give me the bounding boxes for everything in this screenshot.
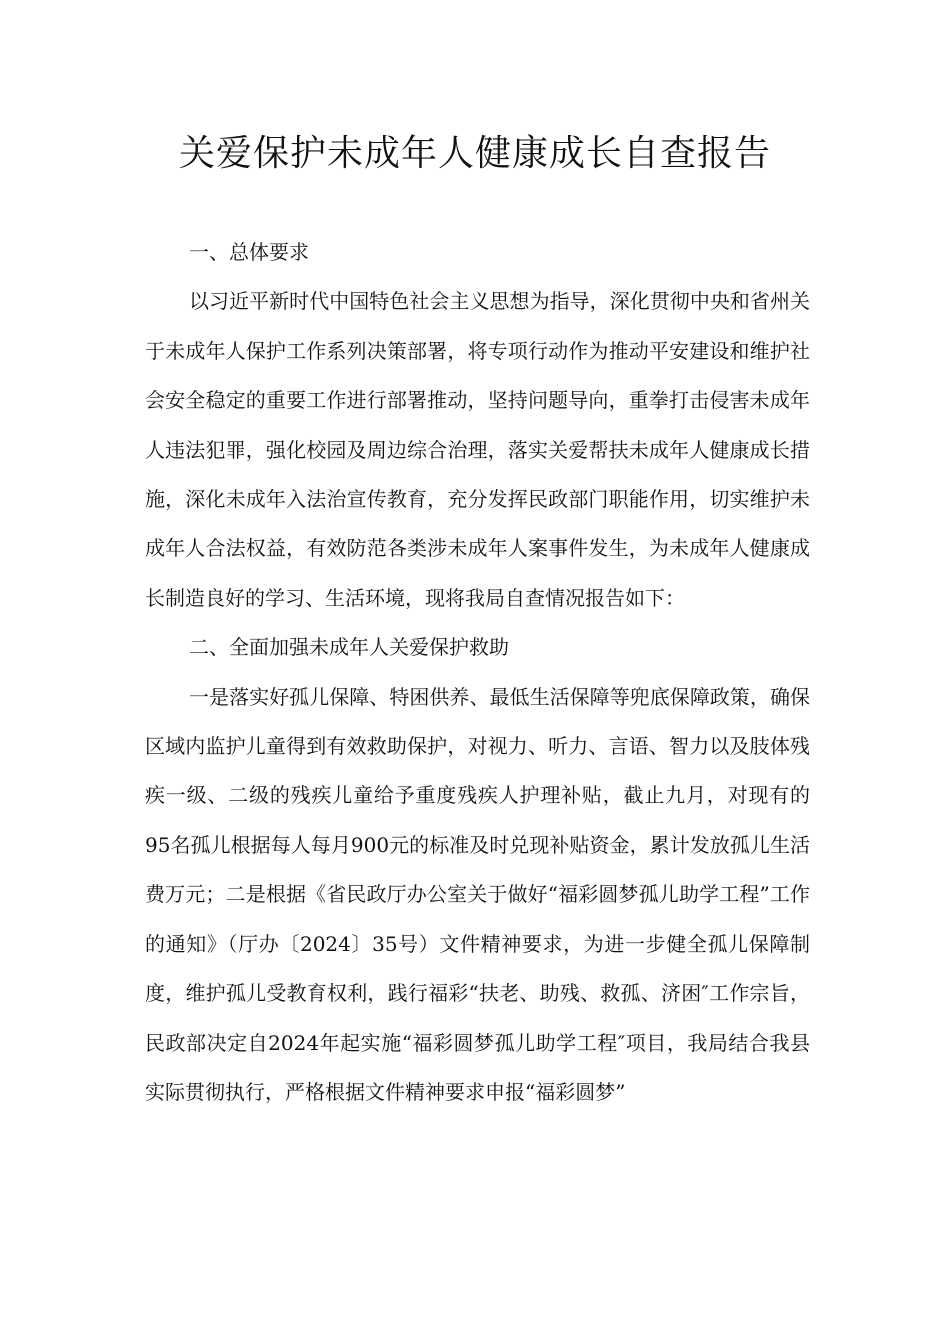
document-title: 关爱保护未成年人健康成长自查报告 <box>178 133 771 174</box>
document-body <box>145 228 810 1117</box>
paragraph-general-requirements: 以习近平新时代中国特色社会主义思想为指导，深化贯彻中央和省州关于未成年人保护工作系列决策部署，将专项行动作为推动平安建设和维护社会安全稳定的重要工作进行部署推动，坚持问题导向，重拳打击侵害未成年人违法犯罪，强化校园及周边综合治理，落实关爱帮扶未成年人健康成长措施，深化未成年入法治宣传教育，充分发挥民政部门职能作用，切实维护未成年人合法权益，有效防范各类涉未成年人案事件发生，为未成年人健康成长制造良好的学习、生活环境，现将我局自查情况报告如下： <box>145 289 810 610</box>
section-heading-general-requirements: 一、总体要求 <box>189 240 309 264</box>
paragraph-care-protection: 一是落实好孤儿保障、特困供养、最低生活保障等兜底保障政策，确保区域内监护儿童得到有效救助保护，对视力、听力、言语、智力以及肢体残疾一级、二级的残疾儿童给予重度残疾人护理补贴，截止九月，对现有的95名孤儿根据每人每月900元的标准及时兑现补贴资金，累计发放孤儿生活费万元；二是根据《省民政厅办公室关于做好“福彩圆梦孤儿助学工程”工作的通知》（厅办〔2024〕35号）文件精神要求，为进一步健全孤儿保障制度，维护孤儿受教育权利，践行福彩“扶老、助残、救孤、济困″工作宗旨，民政部决定自2024年起实施“福彩圆梦孤儿助学工程″项目，我局结合我县实际贯彻执行，严格根据文件精神要求申报“福彩圆梦” <box>145 684 810 1104</box>
section-heading-care-protection: 二、全面加强未成年人关爱保护救助 <box>189 635 509 660</box>
